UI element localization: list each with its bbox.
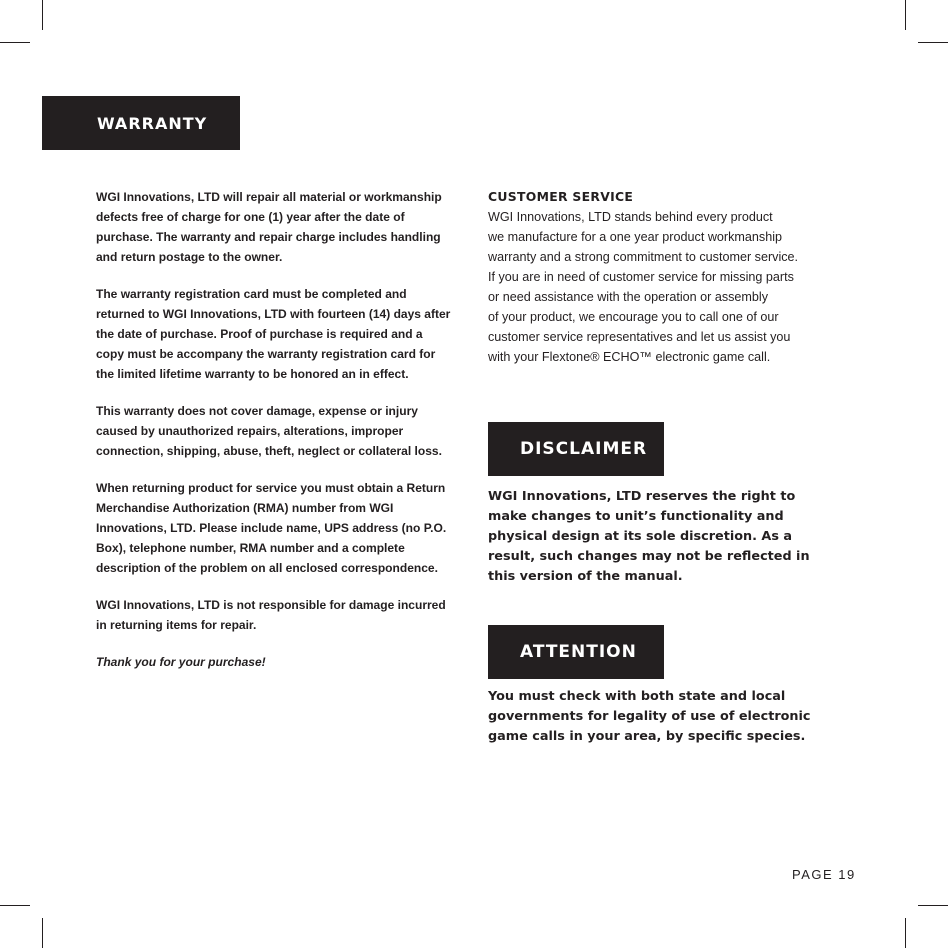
warranty-paragraph: This warranty does not cover damage, expense or injury caused by unauthorized repairs, alterations, improper connection, shipping, abuse, theft, neglect or collateral loss.	[96, 404, 442, 458]
customer-service-line: WGI Innovations, LTD stands behind every product	[488, 210, 773, 224]
customer-service-line: with your Flextone® ECHO™ electronic game call.	[488, 350, 771, 364]
page-number: PAGE 19	[792, 867, 856, 882]
disclaimer-heading	[488, 422, 664, 476]
attention-heading-text: ATTENTION	[520, 642, 637, 662]
crop-mark	[905, 918, 906, 948]
disclaimer-line: WGI Innovations, LTD reserves the right to	[488, 489, 796, 504]
warranty-paragraph: WGI Innovations, LTD is not responsible for damage incurred in returning items for repair.	[96, 598, 446, 632]
customer-service-line: we manufacture for a one year product workmanship	[488, 230, 783, 244]
warranty-body	[96, 187, 453, 689]
warranty-heading	[42, 96, 240, 150]
crop-mark	[918, 905, 948, 906]
disclaimer-body	[488, 487, 858, 587]
customer-service-line: of your product, we encourage you to call one of our	[488, 310, 779, 324]
customer-service-title: CUSTOMER SERVICE	[488, 189, 634, 204]
customer-service-section	[488, 187, 868, 367]
thank-you-note: Thank you for your purchase!	[96, 655, 266, 669]
warranty-paragraph: The warranty registration card must be completed and returned to WGI Innovations, LTD with fourteen (14) days after the date of purchase. Proof of purchase is required and a copy must be accompany the warranty registration card for the limited lifetime warranty to be honored an in effect.	[96, 287, 451, 381]
disclaimer-line: physical design at its sole discretion. As a	[488, 529, 793, 544]
disclaimer-heading-text: DISCLAIMER	[520, 439, 648, 459]
attention-heading	[488, 625, 664, 679]
attention-body	[488, 687, 858, 747]
attention-line: game calls in your area, by specific species.	[488, 729, 806, 744]
crop-mark	[905, 0, 906, 30]
customer-service-line: customer service representatives and let us assist you	[488, 330, 791, 344]
disclaimer-line: this version of the manual.	[488, 569, 683, 584]
crop-mark	[918, 42, 948, 43]
warranty-heading-text: WARRANTY	[97, 113, 208, 133]
customer-service-line: If you are in need of customer service for missing parts	[488, 270, 794, 284]
customer-service-line: warranty and a strong commitment to customer service.	[488, 250, 799, 264]
attention-line: You must check with both state and local	[488, 689, 786, 704]
disclaimer-line: result, such changes may not be reflected in	[488, 549, 810, 564]
attention-line: governments for legality of use of electronic	[488, 709, 811, 724]
crop-mark	[42, 918, 43, 948]
warranty-paragraph: When returning product for service you must obtain a Return Merchandise Authorization (RMA) number from WGI Innovations, LTD. Please include name, UPS address (no P.O. Box), telephone number, RMA number and a complete description of the problem on all enclosed correspondence.	[96, 481, 447, 575]
warranty-paragraph: WGI Innovations, LTD will repair all material or workmanship defects free of charge for one (1) year after the date of purchase. The warranty and repair charge includes handling and return postage to the owner.	[96, 190, 442, 264]
disclaimer-line: make changes to unit’s functionality and	[488, 509, 784, 524]
crop-mark	[0, 905, 30, 906]
customer-service-line: or need assistance with the operation or assembly	[488, 290, 769, 304]
crop-mark	[0, 42, 30, 43]
crop-mark	[42, 0, 43, 30]
